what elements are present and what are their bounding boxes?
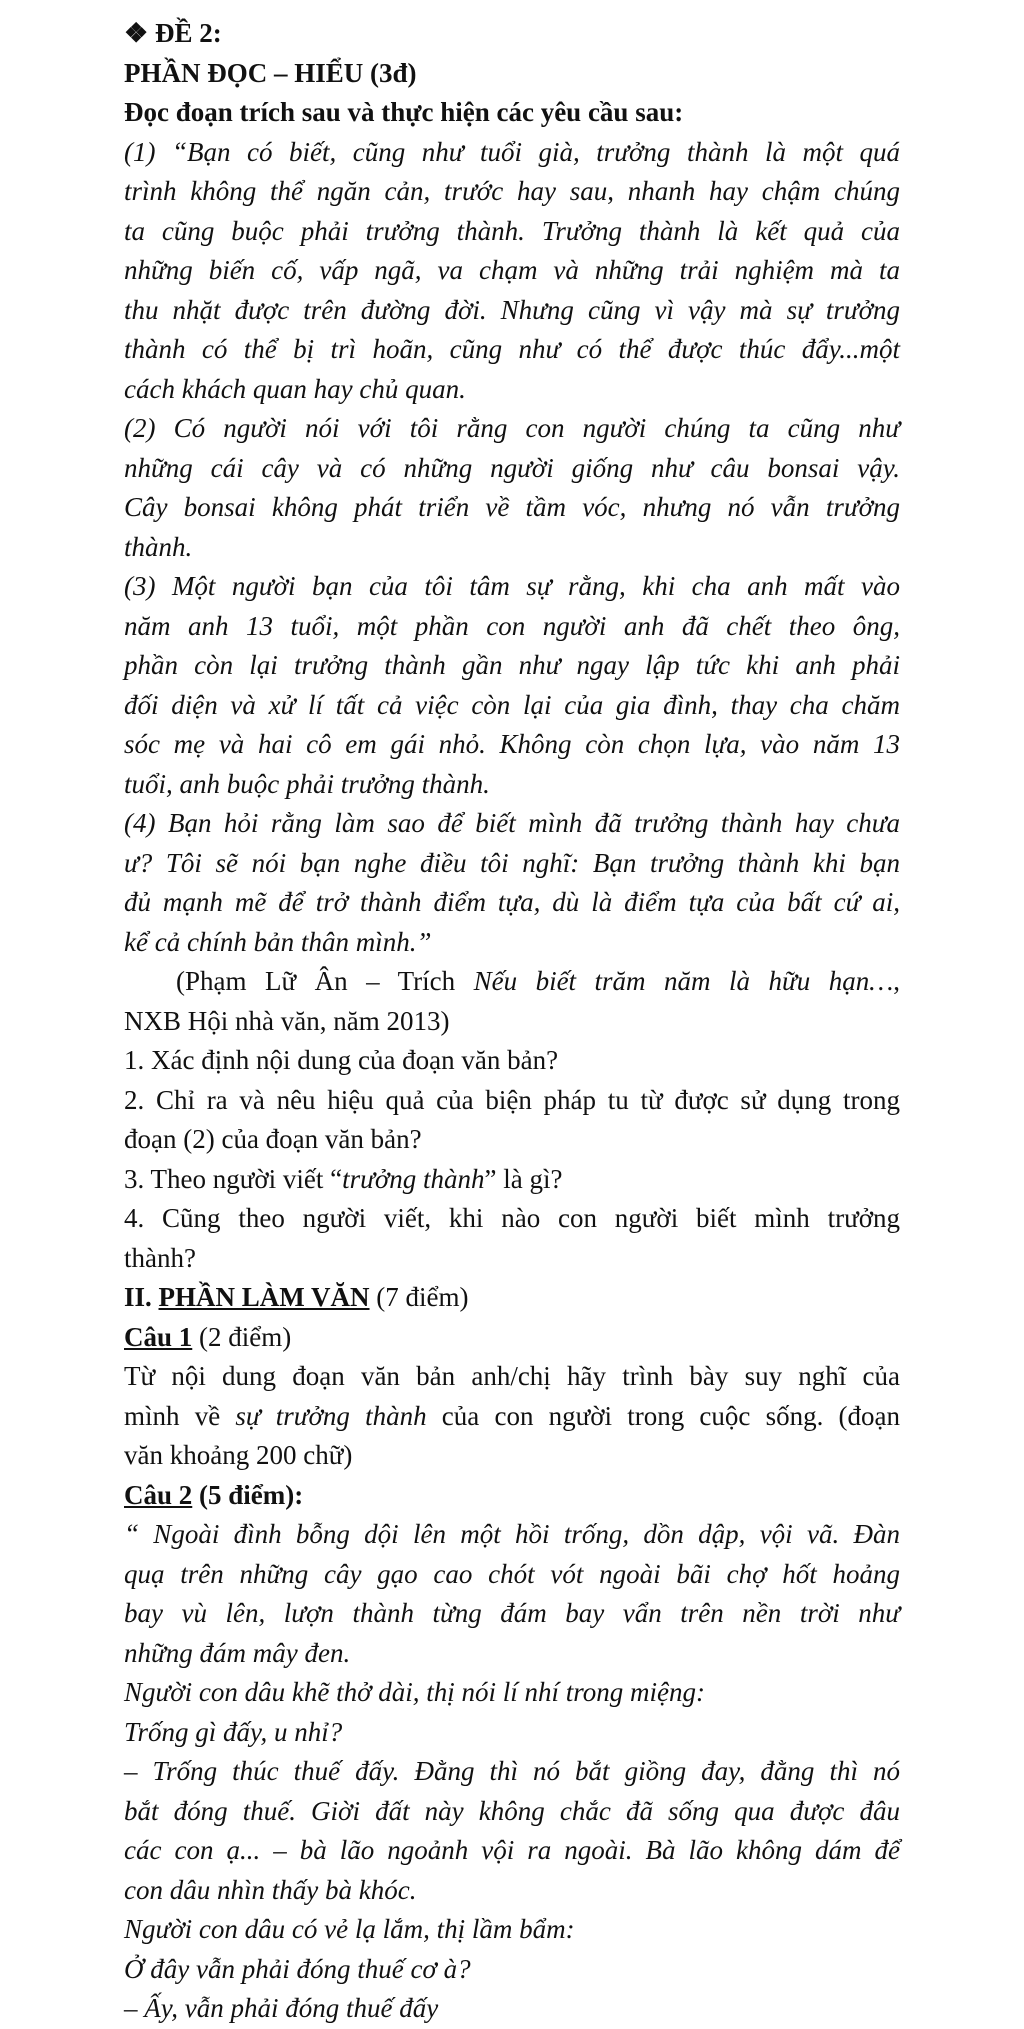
passage-line: (1) “Bạn có biết, cũng như tuổi già, trưởng thành là một quá bbox=[124, 136, 900, 167]
cau1-suffix: của con người trong cuộc sống. (đoạn bbox=[426, 1400, 900, 1431]
source-book-title: Nếu biết trăm năm là hữu hạn… bbox=[473, 966, 894, 996]
question-3-suffix: ” là gì? bbox=[484, 1163, 563, 1194]
cau1-topic: sự trưởng thành bbox=[235, 1400, 427, 1431]
passage-line: thu nhặt được trên đường đời. Nhưng cũng vì vậy mà sự trưởng bbox=[124, 294, 900, 325]
cau1-text-cont bbox=[124, 1397, 900, 1437]
passage-line: (3) Một người bạn của tôi tâm sự rằng, khi cha anh mất vào bbox=[124, 571, 900, 601]
excerpt-line: những đám mây đen. bbox=[124, 1637, 351, 1668]
questions bbox=[124, 1041, 900, 1278]
passage-line: ta cũng buộc phải trưởng thành. Trưởng thành là kết quả của bbox=[124, 215, 900, 246]
excerpt-line: Ở đây vẫn phải đóng thuế cơ à? bbox=[124, 1953, 471, 1984]
part2-heading bbox=[124, 1278, 900, 1318]
excerpt-line: Người con dâu có vẻ lạ lắm, thị lầm bẩm: bbox=[124, 1914, 575, 1944]
cau1-points: (2 điểm) bbox=[192, 1321, 292, 1352]
passage-line: những biến cố, vấp ngã, va chạm và những trải nghiệm mà ta bbox=[124, 255, 900, 285]
passage-line: tuổi, anh buộc phải trưởng thành. bbox=[124, 768, 490, 799]
instruction: Đọc đoạn trích sau và thực hiện các yêu cầu sau: bbox=[124, 97, 684, 127]
passage-line: đủ mạnh mẽ để trở thành điểm tựa, dù là điểm tựa của bất cứ ai, bbox=[124, 887, 900, 917]
question-4-cont: thành? bbox=[124, 1242, 196, 1273]
part2-heading-prefix: II. bbox=[124, 1282, 159, 1312]
cau2-heading bbox=[124, 1476, 900, 1516]
cau1-text-end: văn khoảng 200 chữ) bbox=[124, 1440, 353, 1470]
cau1-heading bbox=[124, 1318, 900, 1358]
passage-line: (2) Có người nói với tôi rằng con người chúng ta cũng như bbox=[124, 413, 900, 443]
source-suffix: , bbox=[893, 966, 900, 996]
source-citation bbox=[124, 962, 900, 1002]
excerpt-line: Trống gì đấy, u nhỉ? bbox=[124, 1716, 343, 1747]
cau1-label: Câu 1 bbox=[124, 1321, 193, 1352]
cau1-prefix: mình về bbox=[124, 1400, 236, 1431]
excerpt-line: bay vù lên, lượn thành từng đám bay vẩn trên nền trời như bbox=[124, 1598, 900, 1628]
cau2-points: (5 điểm): bbox=[192, 1479, 304, 1510]
passage-line: thành có thể bị trì hoãn, cũng như có thể được thúc đẩy...một bbox=[124, 334, 900, 364]
passage-line: đối diện và xử lí tất cả việc còn lại của gia đình, thay cha chăm bbox=[124, 689, 900, 720]
excerpt-line: “ Ngoài đình bỗng dội lên một hồi trống, dồn dập, vội vã. Đàn bbox=[124, 1519, 900, 1549]
passage-line: năm anh 13 tuổi, một phần con người anh đã chết theo ông, bbox=[124, 610, 900, 641]
excerpt-line: bắt đóng thuế. Giời đất này không chắc đã sống qua được đâu bbox=[124, 1795, 900, 1826]
question-2-cont: đoạn (2) của đoạn văn bản? bbox=[124, 1124, 422, 1154]
excerpt-line: con dâu nhìn thấy bà khóc. bbox=[124, 1874, 417, 1905]
passage-line: cách khách quan hay chủ quan. bbox=[124, 373, 466, 404]
cau2-excerpt bbox=[124, 1515, 900, 2023]
exam-number: ❖ ĐỀ 2: bbox=[124, 18, 222, 48]
question-4: 4. Cũng theo người viết, khi nào con người biết mình trưởng bbox=[124, 1203, 900, 1233]
excerpt-line: Người con dâu khẽ thở dài, thị nói lí nhí trong miệng: bbox=[124, 1677, 706, 1707]
passage-line: phần còn lại trưởng thành gần như ngay lập tức khi anh phải bbox=[124, 650, 900, 680]
passage-line: kể cả chính bản thân mình.” bbox=[124, 926, 432, 957]
reading-passage bbox=[124, 133, 900, 963]
excerpt-line: – Trống thúc thuế đấy. Đằng thì nó bắt giồng đay, đằng thì nó bbox=[124, 1756, 900, 1786]
cau1-text: Từ nội dung đoạn văn bản anh/chị hãy trình bày suy nghĩ của bbox=[124, 1361, 900, 1391]
part1-title: PHẦN ĐỌC – HIỂU (3đ) bbox=[124, 57, 417, 88]
question-2: 2. Chỉ ra và nêu hiệu quả của biện pháp tu từ được sử dụng trong bbox=[124, 1084, 900, 1115]
question-1: 1. Xác định nội dung của đoạn văn bản? bbox=[124, 1045, 559, 1075]
passage-line: Cây bonsai không phát triển về tầm vóc, nhưng nó vẫn trưởng bbox=[124, 492, 900, 522]
passage-line: những cái cây và có những người giống như câu bonsai vậy. bbox=[124, 452, 900, 483]
source-prefix: (Phạm Lữ Ân – Trích bbox=[176, 966, 474, 996]
passage-line: ư? Tôi sẽ nói bạn nghe điều tôi nghĩ: Bạn trưởng thành khi bạn bbox=[124, 847, 900, 878]
question-3 bbox=[124, 1160, 900, 1200]
part2-heading-points: (7 điểm) bbox=[369, 1282, 469, 1312]
excerpt-line: các con ạ... – bà lão ngoảnh vội ra ngoài. Bà lão không dám để bbox=[124, 1835, 900, 1865]
source-publisher: NXB Hội nhà văn, năm 2013) bbox=[124, 1005, 450, 1036]
passage-line: thành. bbox=[124, 531, 193, 562]
cau2-label: Câu 2 bbox=[124, 1479, 193, 1510]
passage-line: (4) Bạn hỏi rằng làm sao để biết mình đã trưởng thành hay chưa bbox=[124, 808, 900, 838]
question-3-prefix: 3. Theo người viết “ bbox=[124, 1163, 343, 1194]
passage-line: trình không thể ngăn cản, trước hay sau, nhanh hay chậm chúng bbox=[124, 176, 900, 206]
excerpt-line: quạ trên những cây gạo cao chót vót ngoài bãi chợ hốt hoảng bbox=[124, 1558, 900, 1589]
part2-heading-title: PHẦN LÀM VĂN bbox=[158, 1282, 370, 1312]
question-3-term: trưởng thành bbox=[342, 1163, 485, 1194]
excerpt-line-cut: – Ấy, vẫn phải đóng thuế đấy bbox=[124, 1993, 439, 2023]
passage-line: sóc mẹ và hai cô em gái nhỏ. Không còn chọn lựa, vào năm 13 bbox=[124, 729, 900, 759]
